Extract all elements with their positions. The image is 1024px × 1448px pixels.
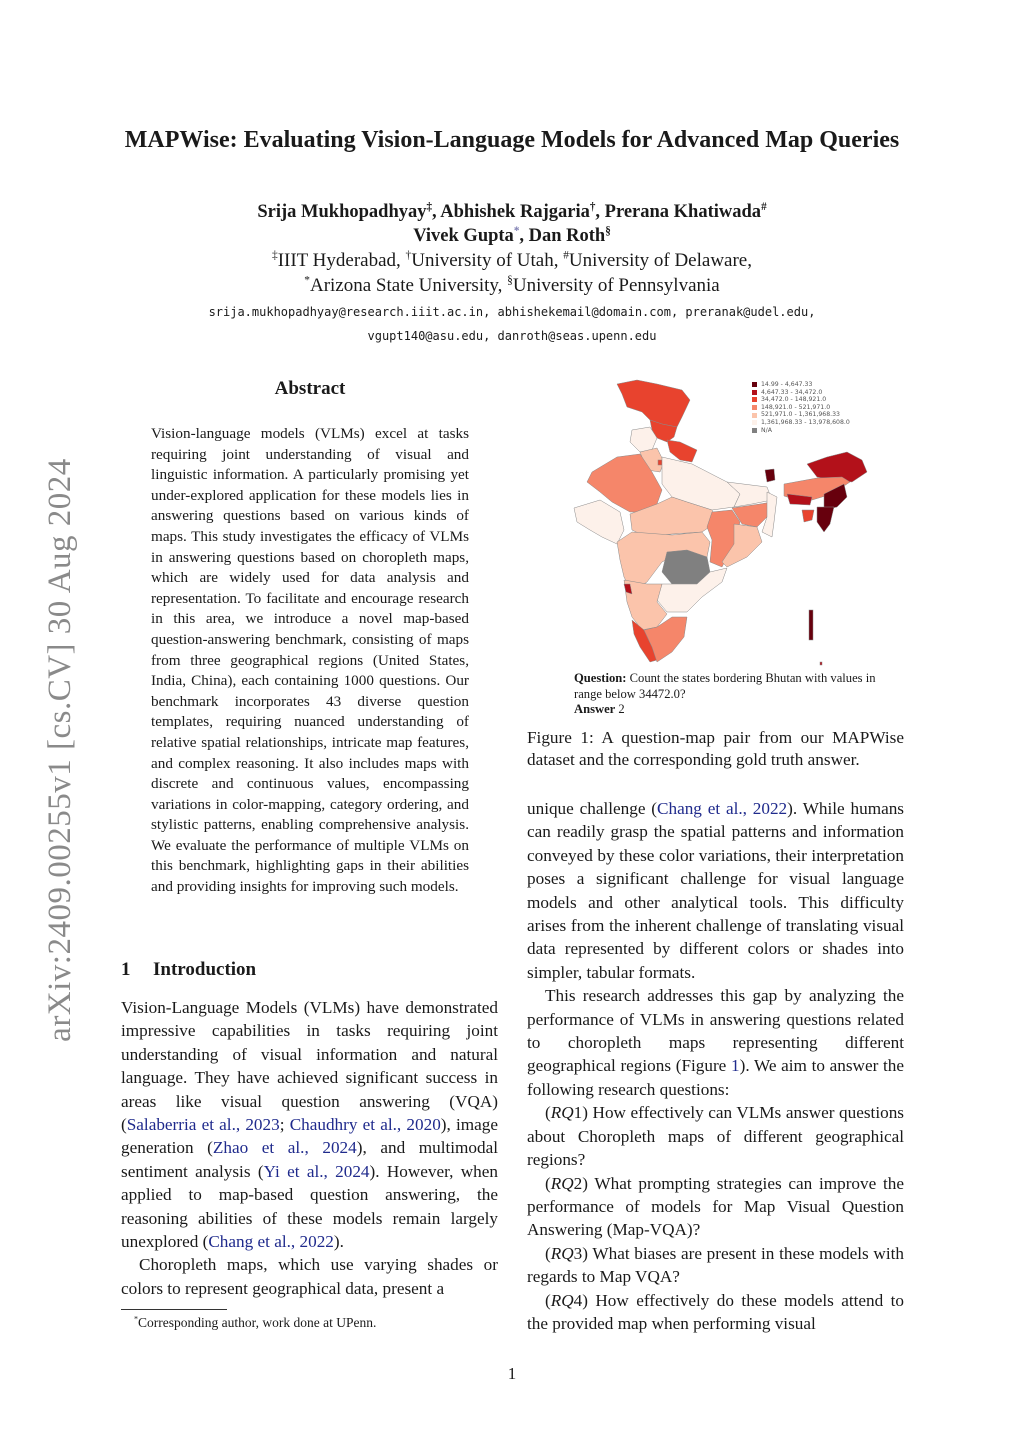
author-name: Vivek Gupta [413, 226, 514, 246]
question-text: Count the states bordering Bhutan with values in range below 34472.0? [574, 671, 876, 701]
authors-line-2: Vivek Gupta*, Dan Roth§ [413, 224, 611, 246]
figure-reference-link[interactable]: 1 [731, 1056, 740, 1076]
answer-label: Answer [574, 702, 616, 716]
text-run: ; [279, 1115, 290, 1135]
research-question-4: (RQ4) How effectively do these models attend to the provided map when performing visual [527, 1290, 904, 1333]
affiliation-name: University of Delaware [568, 250, 748, 271]
question-line [574, 671, 884, 702]
section-number: 1 [121, 959, 131, 980]
text-run: Vision-Language Models (VLMs) have demonstrated impressive capabilities in tasks requiring joint understanding of visual information and natural language. They have achieved significant success in areas like visual question answering (VQA) ( [121, 998, 498, 1135]
rq-text: How effectively do these models attend to the provided map when performing visual [527, 1290, 904, 1333]
legend-label: 521,971.0 - 1,361,968.33 [761, 411, 840, 419]
affiliation-name: IIIT Hyderabad [277, 250, 397, 271]
paper-title: MAPWise: Evaluating Vision-Language Models for Advanced Map Queries [124, 127, 900, 153]
affiliation-mark: † [589, 200, 596, 213]
rq-text: How effectively can VLMs answer questions about Choropleth maps of different geographical regions? [527, 1103, 904, 1170]
affiliations-line-2: *Arizona State University, §University of Pennsylvania [304, 274, 720, 296]
text-run: ), and multimodal sentiment analysis ( [121, 1138, 499, 1181]
emails-line-1: srija.mukhopadhyay@research.iiit.ac.in, abhishekemail@domain.com, preranak@udel.edu, [208, 305, 816, 319]
question-label: Question: [574, 671, 627, 685]
section-title: Introduction [153, 959, 257, 980]
answer-line [574, 702, 884, 718]
legend-swatch [752, 413, 757, 418]
author-name: Srija Mukhopadhyay [257, 202, 427, 222]
intro-left-column [121, 996, 498, 1300]
affiliations [120, 248, 904, 298]
author-emails [120, 300, 904, 348]
right-paragraph-1 [527, 797, 904, 984]
affiliations-line-1: ‡IIIT Hyderabad, †University of Utah, #University of Delaware, [271, 249, 752, 271]
author-name: Abhishek Rajgaria [440, 202, 590, 222]
page-number: 1 [507, 1364, 517, 1383]
legend-label: 1,361,968.33 - 13,978,608.0 [761, 418, 850, 426]
legend-label: N/A [761, 426, 772, 434]
affiliation-name: Arizona State University [309, 275, 498, 296]
rq-number: 1 [573, 1103, 583, 1123]
text-run: ). [333, 1232, 344, 1252]
rq-label: RQ [550, 1173, 574, 1193]
citation-link[interactable]: Salaberria et al., 2023 [126, 1115, 280, 1135]
citation-link[interactable]: Chaudhry et al., 2020 [289, 1115, 441, 1135]
affiliation-mark: # [563, 249, 569, 262]
rq-label: RQ [550, 1290, 574, 1310]
text-run: ). We aim to answer the following research questions: [527, 1056, 905, 1099]
text-run: ). However, when applied to map-based question answering, the reasoning abilities of these models remain largely unexplored ( [121, 1161, 498, 1252]
right-paragraph-2 [527, 984, 904, 1101]
author-list [120, 200, 904, 248]
rq-label: RQ [550, 1103, 574, 1123]
legend-swatch [752, 405, 757, 410]
citation-link[interactable]: Chang et al., 2022 [657, 799, 788, 818]
affiliation-mark: ‡ [426, 200, 433, 213]
rq-number: 4 [573, 1290, 583, 1310]
affiliation-name: University of Utah [411, 250, 554, 271]
legend-swatch [752, 428, 757, 433]
research-question-1: (RQ1) How effectively can VLMs answer questions about Choropleth maps of different geographical regions? [527, 1103, 904, 1170]
text-run: unique challenge ( [527, 799, 658, 818]
answer-value: 2 [615, 702, 625, 716]
text-run: ). While humans can readily grasp the spatial patterns and information conveyed by these color variations, their interpretation poses a significant challenge for visual language models and other analytical tools. This difficulty arises from the inherent challenge of translating visual data represented by different colors or shades into simpler, tabular formats. [527, 799, 904, 982]
legend-label: 148,921.0 - 521,971.0 [761, 403, 831, 411]
section-heading-introduction [121, 959, 256, 981]
legend-swatch [752, 420, 757, 425]
legend-label: 14.99 - 4,647.33 [761, 381, 813, 388]
text-run: This research addresses this gap by analyzing the performance of VLMs in answering questions related to choropleth maps representing different geographical regions (Figure [527, 986, 904, 1076]
rq-text: What prompting strategies can improve the performance of models for Map Visual Question Answering (Map-VQA)? [527, 1173, 904, 1240]
intro-right-column [527, 797, 904, 1335]
rq-label: RQ [550, 1243, 574, 1263]
legend-swatch [752, 390, 757, 395]
text-run: ), image generation ( [121, 1115, 498, 1158]
citation-link[interactable]: Chang et al., 2022 [208, 1232, 334, 1252]
legend-item [752, 389, 850, 397]
affiliation-name: University of Pennsylvania [512, 275, 720, 296]
legend-item [752, 427, 850, 435]
rq-number: 2 [573, 1173, 583, 1193]
intro-paragraph-1 [121, 996, 498, 1253]
rq-number: 3 [573, 1243, 583, 1263]
affiliation-mark: § [507, 274, 513, 287]
research-question-2: (RQ2) What prompting strategies can improve the performance of models for Map Visual Question Answering (Map-VQA)? [527, 1173, 904, 1240]
figure-1-caption: Figure 1: A question-map pair from our MAPWise dataset and the corresponding gold truth answer. [527, 728, 904, 769]
legend-swatch [752, 397, 757, 402]
footnote-text: Corresponding author, work done at UPenn. [138, 1315, 377, 1330]
arxiv-stamp: arXiv:2409.00255v1 [cs.CV] 30 Aug 2024 [42, 458, 78, 1042]
author-name: Prerana Khatiwada [604, 202, 762, 222]
footnote-link[interactable]: * [513, 224, 520, 237]
footnote-rule [121, 1309, 227, 1310]
affiliation-mark: * [304, 274, 310, 287]
rq-text: What biases are present in these models with regards to Map VQA? [527, 1243, 904, 1287]
legend-label: 4,647.33 - 34,472.0 [761, 388, 823, 396]
citation-link[interactable]: Zhao et al., 2024 [212, 1138, 357, 1158]
abstract-heading: Abstract [274, 378, 346, 399]
research-question-3: (RQ3) What biases are present in these models with regards to Map VQA? [527, 1243, 904, 1287]
authors-line-1: Srija Mukhopadhyay‡, Abhishek Rajgaria†, Prerana Khatiwada# [257, 200, 767, 222]
footnote-mark: * [134, 1314, 139, 1324]
affiliation-mark: † [405, 249, 412, 262]
abstract-body: Vision-language models (VLMs) excel at tasks requiring joint understanding of visual and linguistic information. A particularly promising yet under-explored application for these models lies in answering questions based on various kinds of maps. This study investigates the efficacy of VLMs in answering questions based on choropleth maps, which are widely used for data analysis and representation. To facilitate and encourage research in this area, we introduce a novel map-based question-answering benchmark, consisting of maps from three geographical regions (United States, India, China), each containing 1000 questions. Our benchmark incorporates 43 diverse question templates, requiring nuanced understanding of relative spatial relationships, intricate map features, and complex reasoning. It also includes maps with discrete and continuous values, encompassing variations in color-mapping, category ordering, and stylistic patterns, enabling comprehensive analysis. We evaluate the performance of multiple VLMs on this benchmark, highlighting gaps in their abilities and providing insights for improving such models. [151, 425, 469, 896]
affiliation-mark: # [761, 200, 767, 213]
emails-line-2: vgupt140@asu.edu, danroth@seas.upenn.edu [367, 329, 657, 343]
legend-item [752, 404, 850, 412]
legend-item [752, 381, 850, 389]
affiliation-mark: ‡ [271, 249, 278, 262]
legend-item [752, 419, 850, 427]
citation-link[interactable]: Yi et al., 2024 [263, 1161, 370, 1181]
affiliation-mark: § [605, 224, 611, 237]
legend-swatch [752, 382, 757, 387]
map-legend [752, 381, 850, 434]
legend-item [752, 396, 850, 404]
intro-paragraph-2: Choropleth maps, which use varying shades or colors to represent geographical data, present a [121, 1255, 498, 1298]
figure-question [574, 671, 884, 718]
author-name: Dan Roth [528, 226, 606, 246]
legend-item [752, 411, 850, 419]
footnote [134, 1315, 376, 1331]
legend-label: 34,472.0 - 148,921.0 [761, 396, 827, 404]
